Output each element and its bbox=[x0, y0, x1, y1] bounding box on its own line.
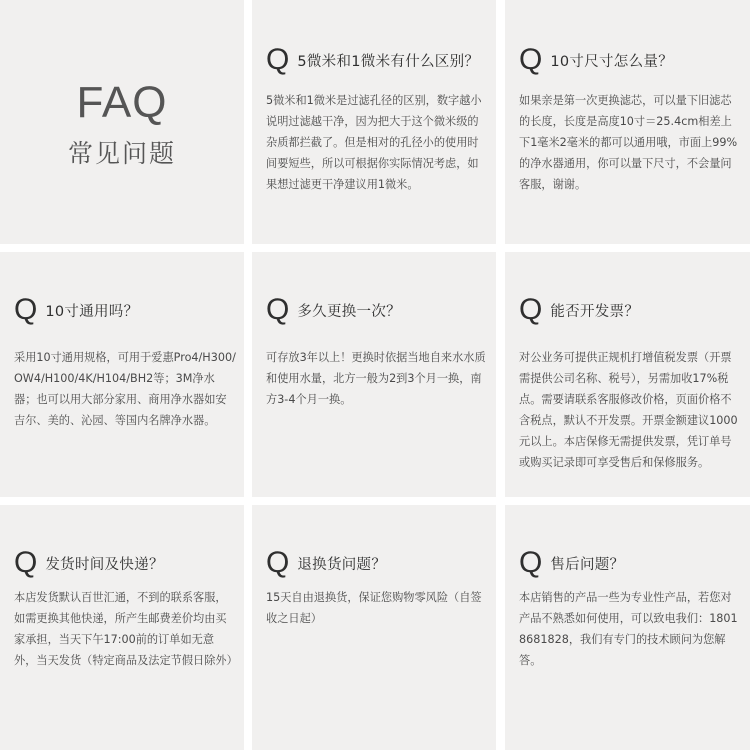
faq-question-row bbox=[519, 545, 744, 581]
faq-card bbox=[505, 505, 750, 750]
faq-card bbox=[252, 0, 496, 244]
faq-question: 5微米和1微米有什么区别？ bbox=[297, 53, 480, 70]
faq-answer: 可存放3年以上！更换时依据当地自来水水质和使用水量，北方一般为2到3个月一换，南方3-4个月一换。 bbox=[266, 351, 486, 406]
faq-card bbox=[252, 505, 496, 750]
faq-answer: 15天自由退换货，保证您购物零风险（自签收之日起） bbox=[266, 591, 482, 625]
question-icon: Q bbox=[266, 546, 290, 579]
faq-answer: 本店发货默认百世汇通，不到的联系客服，如需更换其他快递，所产生邮费差价均由买家承担，当天下午17:00前的订单如无意外，当天发货（特定商品及法定节假日除外） bbox=[14, 591, 238, 667]
question-icon: Q bbox=[266, 43, 290, 76]
faq-card bbox=[252, 252, 496, 497]
faq-card bbox=[505, 252, 750, 497]
faq-title-tile bbox=[0, 0, 244, 244]
faq-question-row bbox=[266, 545, 490, 581]
faq-answer: 本店销售的产品一些为专业性产品，若您对产品不熟悉如何使用，可以致电我们：18018681828，我们有专门的技术顾问为您解答。 bbox=[519, 591, 738, 667]
faq-question: 发货时间及快递？ bbox=[45, 556, 164, 573]
faq-card bbox=[505, 0, 750, 244]
faq-answer: 如果亲是第一次更换滤芯，可以量下旧滤芯的长度，长度是高度10寸＝25.4cm相差上下1毫米2毫米的都可以通用哦，市面上99%的净水器通用，你可以量下尺寸，不会量问客服，谢谢。 bbox=[519, 94, 738, 191]
question-icon: Q bbox=[14, 546, 38, 579]
faq-question-row bbox=[266, 42, 490, 78]
faq-question-row bbox=[14, 545, 238, 581]
faq-question: 多久更换一次？ bbox=[297, 303, 401, 320]
faq-question-row bbox=[519, 292, 744, 328]
faq-question-row bbox=[519, 42, 744, 78]
page-title: FAQ bbox=[76, 78, 168, 127]
faq-question: 退换货问题？ bbox=[297, 556, 387, 573]
faq-question: 10寸尺寸怎么量？ bbox=[550, 53, 673, 70]
faq-question: 售后问题？ bbox=[550, 556, 625, 573]
faq-answer: 对公业务可提供正规机打增值税发票（开票需提供公司名称、税号），另需加收17%税点。需要请联系客服修改价格，页面价格不含税点，默认不开发票。开票金额建议1000元以上。本店保修无需提供发票，凭订单号或购买记录即可享受售后和保修服务。 bbox=[519, 351, 738, 469]
faq-question: 10寸通用吗？ bbox=[45, 303, 139, 320]
faq-question: 能否开发票？ bbox=[550, 303, 640, 320]
question-icon: Q bbox=[519, 43, 543, 76]
faq-answer: 采用10寸通用规格，可用于爱惠Pro4/H300/OW4/H100/4K/H104/BH2等；3M净水器；也可以用大部分家用、商用净水器如安吉尔、美的、沁园、等国内名牌净水器。 bbox=[14, 351, 236, 427]
faq-card bbox=[0, 252, 244, 497]
question-icon: Q bbox=[14, 293, 38, 326]
faq-question-row bbox=[266, 292, 490, 328]
faq-question-row bbox=[14, 292, 238, 328]
question-icon: Q bbox=[519, 546, 543, 579]
question-icon: Q bbox=[519, 293, 543, 326]
faq-card bbox=[0, 505, 244, 750]
faq-answer: 5微米和1微米是过滤孔径的区别，数字越小说明过滤越干净，因为把大于这个微米级的杂质都拦截了。但是相对的孔径小的使用时间要短些，所以可根据你实际情况考虑，如果想过滤更干净建议用1微米。 bbox=[266, 94, 482, 191]
question-icon: Q bbox=[266, 293, 290, 326]
page-subtitle: 常见问题 bbox=[67, 139, 176, 168]
